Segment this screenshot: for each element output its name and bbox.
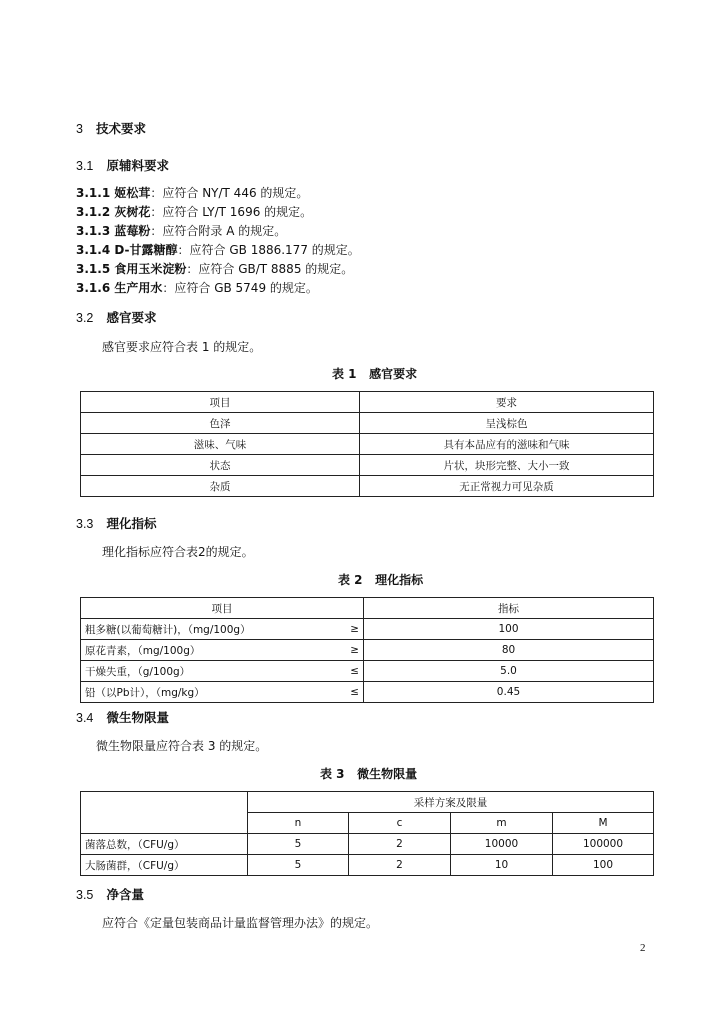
- table-cell: 2: [349, 834, 451, 855]
- table-cell: 原花青素，（mg/100g）: [81, 640, 340, 661]
- table-cell: 10: [451, 855, 553, 876]
- table-cell: 无正常视力可见杂质: [360, 476, 654, 497]
- item-3-1-4: 3.1.4 D-甘露糖醇：应符合 GB 1886.177 的规定。: [76, 243, 360, 257]
- table-cell: ≤: [339, 682, 364, 703]
- table-cell: 铅（以Pb计），（mg/kg）: [81, 682, 340, 703]
- table-row: [81, 598, 654, 619]
- section-3-5-heading: 3.5 净含量: [76, 887, 144, 902]
- table-cell: 100: [553, 855, 654, 876]
- table-cell: 色泽: [81, 413, 360, 434]
- item-3-1-6: 3.1.6 生产用水：应符合 GB 5749 的规定。: [76, 281, 318, 295]
- item-3-1-1: 3.1.1 姬松茸：应符合 NY/T 446 的规定。: [76, 186, 309, 200]
- table-cell: 100: [364, 619, 654, 640]
- table-row: [81, 619, 654, 640]
- table-row: [81, 661, 654, 682]
- section-3-3-heading: 3.3 理化指标: [76, 516, 157, 531]
- table-3-caption: 表 3 微生物限量: [320, 767, 418, 781]
- table-header-cell: 采样方案及限量: [248, 792, 654, 813]
- table-header-cell: M: [553, 813, 654, 834]
- table-2: [80, 597, 654, 703]
- table-header-cell: n: [248, 813, 349, 834]
- table-header-cell: 要求: [360, 392, 654, 413]
- table-header-cell: 指标: [364, 598, 654, 619]
- table-cell: 2: [349, 855, 451, 876]
- table-cell: 片状，块形完整、大小一致: [360, 455, 654, 476]
- table-row: [81, 392, 654, 413]
- item-3-1-2: 3.1.2 灰树花：应符合 LY/T 1696 的规定。: [76, 205, 313, 219]
- table-cell: 菌落总数，（CFU/g）: [81, 834, 248, 855]
- table-row: [81, 413, 654, 434]
- table-row: [81, 476, 654, 497]
- table-header-cell: c: [349, 813, 451, 834]
- table-cell: 5.0: [364, 661, 654, 682]
- table-row: [81, 434, 654, 455]
- item-3-1-5: 3.1.5 食用玉米淀粉：应符合 GB/T 8885 的规定。: [76, 262, 354, 276]
- item-3-1-3: 3.1.3 蓝莓粉：应符合附录 A 的规定。: [76, 224, 287, 238]
- table-cell: 5: [248, 855, 349, 876]
- table-cell: 杂质: [81, 476, 360, 497]
- table-cell: ≤: [339, 661, 364, 682]
- table-cell: 状态: [81, 455, 360, 476]
- table-cell: 80: [364, 640, 654, 661]
- section-3-5-paragraph: 应符合《定量包装商品计量监督管理办法》的规定。: [102, 916, 379, 930]
- section-3-heading: 3 技术要求: [76, 121, 147, 136]
- table-cell: 滋味、气味: [81, 434, 360, 455]
- table-header-cell: 项目: [81, 598, 364, 619]
- table-row: [81, 834, 654, 855]
- table-cell: 10000: [451, 834, 553, 855]
- table-cell: 呈浅棕色: [360, 413, 654, 434]
- table-header-cell: 项目: [81, 392, 360, 413]
- table-row: [81, 640, 654, 661]
- table-cell: 粗多糖(以葡萄糖计)，（mg/100g）: [81, 619, 340, 640]
- table-cell: 干燥失重，（g/100g）: [81, 661, 340, 682]
- table-cell: 大肠菌群，（CFU/g）: [81, 855, 248, 876]
- table-cell: ≥: [339, 640, 364, 661]
- table-row: [81, 792, 654, 813]
- table-header-cell: m: [451, 813, 553, 834]
- section-3-4-heading: 3.4 微生物限量: [76, 710, 169, 725]
- table-1-caption: 表 1 感官要求: [332, 367, 418, 381]
- table-header-cell: [81, 792, 248, 834]
- page-number: 2: [640, 942, 646, 954]
- table-cell: ≥: [339, 619, 364, 640]
- section-3-2-heading: 3.2 感官要求: [76, 310, 157, 325]
- section-3-1-heading: 3.1 原辅料要求: [76, 158, 169, 173]
- section-3-4-paragraph: 微生物限量应符合表 3 的规定。: [96, 739, 268, 753]
- table-2-caption: 表 2 理化指标: [338, 573, 424, 587]
- section-3-3-paragraph: 理化指标应符合表2的规定。: [102, 545, 254, 559]
- table-3: [80, 791, 654, 876]
- section-3-2-paragraph: 感官要求应符合表 1 的规定。: [102, 340, 262, 354]
- table-row: [81, 682, 654, 703]
- table-1: [80, 391, 654, 497]
- table-row: [81, 455, 654, 476]
- table-cell: 具有本品应有的滋味和气味: [360, 434, 654, 455]
- table-cell: 0.45: [364, 682, 654, 703]
- table-row: [81, 855, 654, 876]
- table-cell: 100000: [553, 834, 654, 855]
- table-cell: 5: [248, 834, 349, 855]
